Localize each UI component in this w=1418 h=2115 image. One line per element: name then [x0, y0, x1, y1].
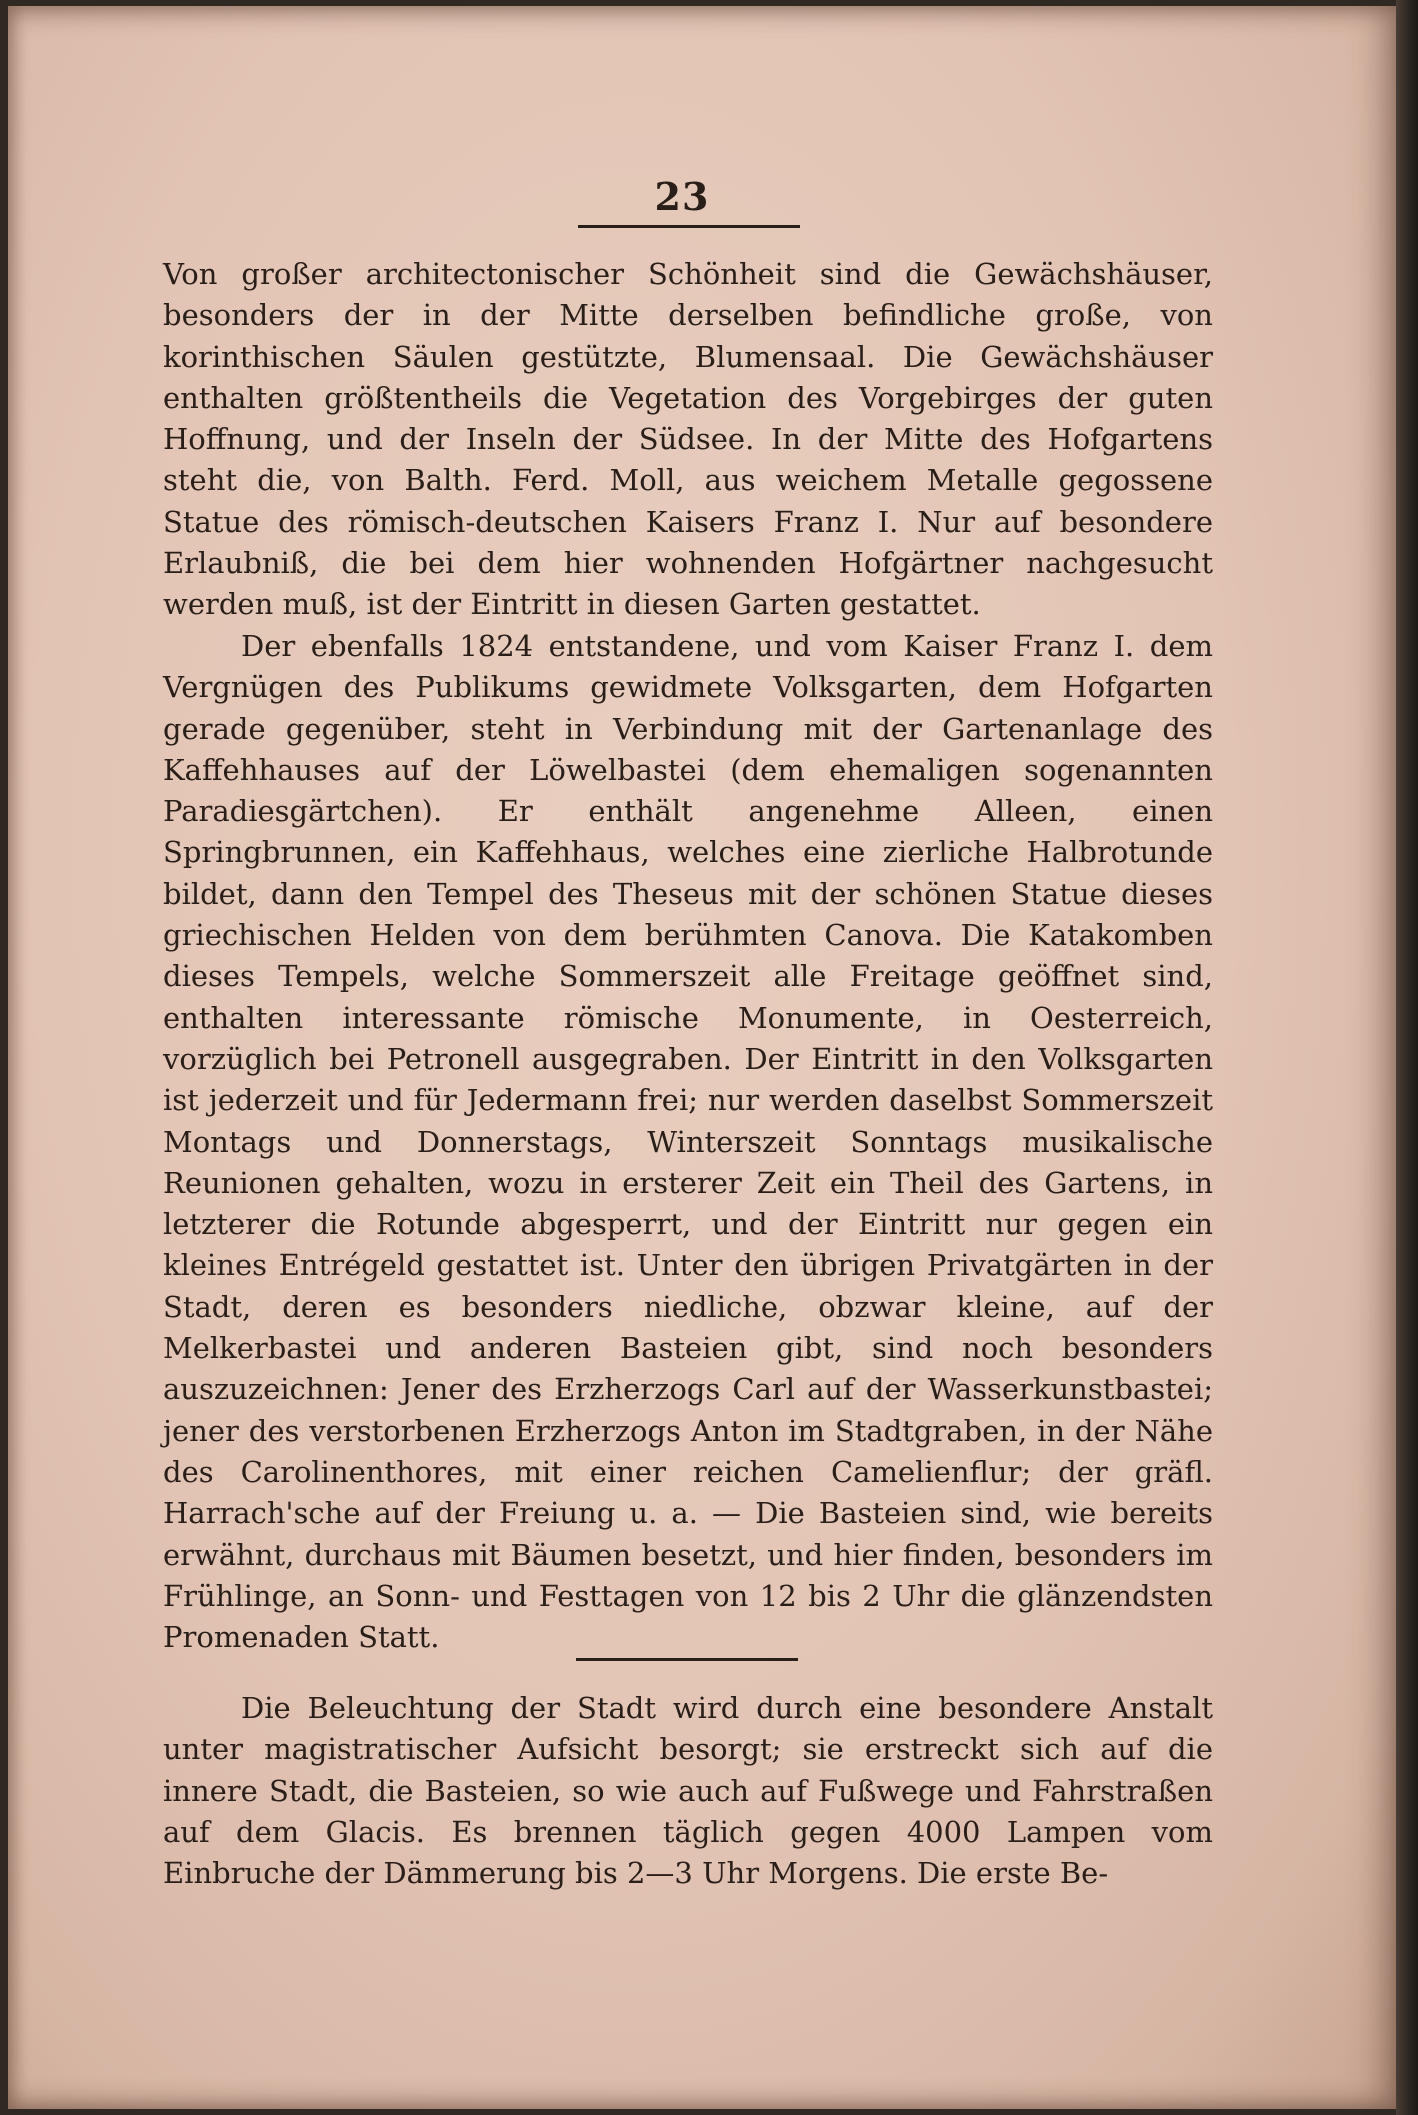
book-page: [8, 6, 1396, 2109]
paragraph-volksgarten: [163, 626, 1213, 1658]
book-spine-edge: [1396, 0, 1418, 2115]
paragraph-text: Von großer architectonischer Schönheit sind die Gewächshäuser, besonders der in der Mitte derselben befindliche große, von korinthischen Säulen gestützte, Blumensaal. Die Gewächshäuser enthalten größtentheils die Vegetation des Vorgebirges der guten Hoffnung, und der Inseln der Südsee. In der Mitte des Hofgartens steht die, von Balth. Ferd. Moll, aus weichem Metalle gegossene Statue des römisch-deutschen Kaisers Franz I. Nur auf besondere Erlaubniß, die bei dem hier wohnenden Hofgärtner nachgesucht werden muß, ist der Eintritt in diesen Garten gestattet.: [163, 257, 1213, 622]
paragraph-text: Der ebenfalls 1824 entstandene, und vom Kaiser Franz I. dem Vergnügen des Publikums gewidmete Volksgarten, dem Hofgarten gerade gegenüber, steht in Verbindung mit der Gartenanlage des Kaffehhauses auf der Löwelbastei (dem ehemaligen sogenannten Paradiesgärtchen). Er enthält angenehme Alleen, einen Springbrunnen, ein Kaffehhaus, welches eine zierliche Halbrotunde bildet, dann den Tempel des Theseus mit der schönen Statue dieses griechischen Helden von dem berühmten Canova. Die Katakomben dieses Tempels, welche Sommerszeit alle Freitage geöffnet sind, enthalten interessante römische Monumente, in Oesterreich, vorzüglich bei Petronell ausgegraben. Der Eintritt in den Volksgarten ist jederzeit und für Jedermann frei; nur werden daselbst Sommerszeit Montags und Donnerstags, Winterszeit Sonntags musikalische Reunionen gehalten, wozu in ersterer Zeit ein Theil des Gartens, in letzterer die Rotunde abgesperrt, und der Eintritt nur gegen ein kleines Entrégeld gestattet ist. Unter den übrigen Privatgärten in der Stadt, deren es besonders niedliche, obzwar kleine, auf der Melkerbastei und anderen Basteien gibt, sind noch besonders auszuzeichnen: Jener des Erzherzogs Carl auf der Wasserkunstbastei; jener des verstorbenen Erzherzogs Anton im Stadtgraben, in der Nähe des Carolinenthores, mit einer reichen Camelienflur; der gräfl. Harrach'sche auf der Freiung u. a. — Die Basteien sind, wie bereits erwähnt, durchaus mit Bäumen besetzt, und hier finden, besonders im Frühlinge, an Sonn- und Festtagen von 12 bis 2 Uhr die glänzendsten Promenaden Statt.: [163, 629, 1213, 1655]
header-rule: [578, 225, 800, 228]
paragraph-beleuchtung: [163, 1688, 1213, 1894]
section-divider: [576, 1658, 798, 1661]
paragraph-greenhouses: [163, 254, 1213, 626]
page-number: 23: [654, 174, 710, 219]
paragraph-text: Die Beleuchtung der Stadt wird durch eine besondere Anstalt unter magistratischer Aufsicht besorgt; sie erstreckt sich auf die innere Stadt, die Basteien, so wie auch auf Fußwege und Fahrstraßen auf dem Glacis. Es brennen täglich gegen 4000 Lampen vom Einbruche der Dämmerung bis 2—3 Uhr Morgens. Die erste Be-: [163, 1691, 1213, 1891]
